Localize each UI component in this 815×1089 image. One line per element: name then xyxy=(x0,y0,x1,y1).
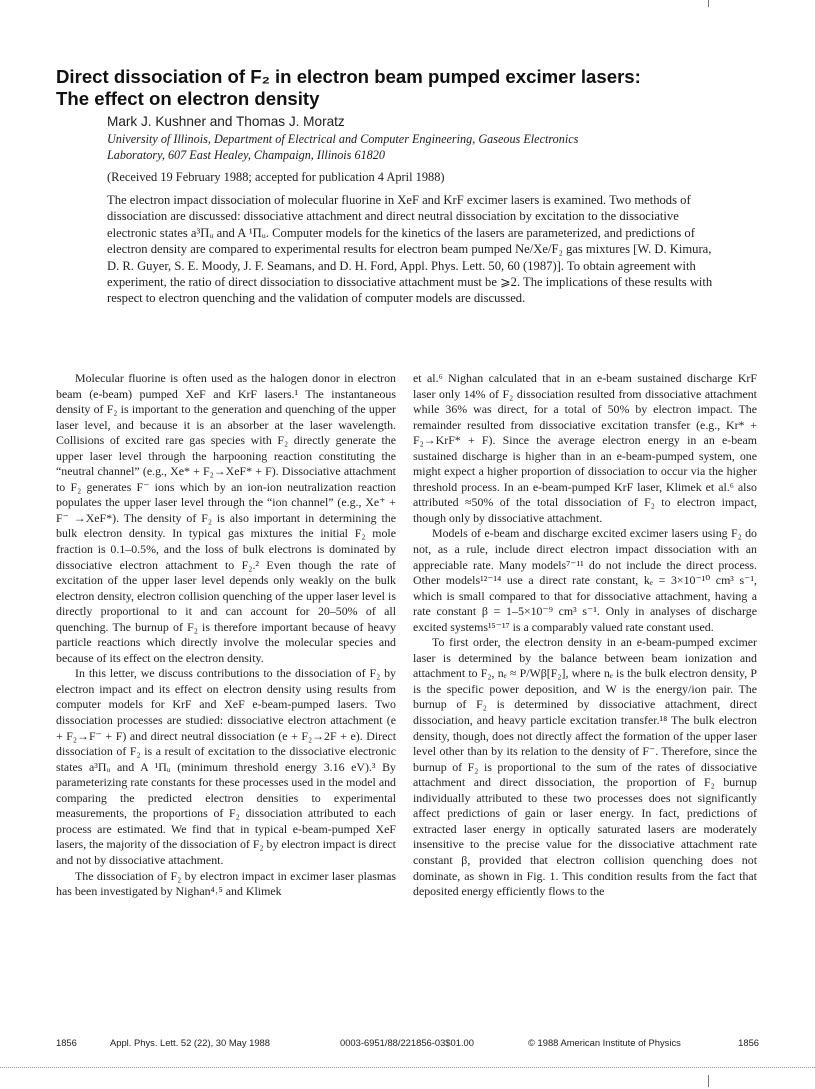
body-column-right xyxy=(413,371,757,900)
scan-edge-mark-top xyxy=(708,0,709,7)
footer-article-code: 0003-6951/88/221856-03$01.00 xyxy=(340,1037,474,1048)
paragraph: Models of e-beam and discharge excited excimer lasers using F₂ do not, as a rule, include direct electron impact dissociation with an appreciable rate. Many models⁷⁻¹¹ do not include the direct process. Other models¹²⁻¹⁴ use a direct rate constant, kₑ = 3×10⁻¹⁰ cm³ s⁻¹, which is small compared to that for dissociative attachment, having a rate constant β = 1–5×10⁻⁹ cm³ s⁻¹. Only in analyses of discharge excited systems¹⁵⁻¹⁷ is a comparably valued rate constant used. xyxy=(413,526,757,634)
paragraph: In this letter, we discuss contributions to the dissociation of F₂ by electron impact and its effect on electron density using results from computer models for KrF and XeF e-beam-pumped lasers. Two dissociation processes are studied: dissociative electron attachment (e + F₂→F⁻ + F) and direct neutral dissociation (e + F₂→2F + e). Direct dissociation of F₂ is a result of excitation to the dissociative electronic states a³Πᵤ and A ¹Πᵤ (minimum threshold energy 3.16 eV).³ By parameterizing rate constants for these processes used in the model and comparing the predicted electron densities to experimental measurements, the proportions of F₂ dissociation attributed to each process are estimated. We find that in typical e-beam-pumped XeF lasers, the majority of the dissociation of F₂ by electron impact is direct and not by dissociative attachment. xyxy=(56,666,396,867)
article-title xyxy=(56,66,756,110)
body-column-left xyxy=(56,371,396,900)
footer-page-number-left: 1856 xyxy=(56,1037,77,1048)
scan-edge-mark-bottom xyxy=(708,1075,709,1087)
abstract: The electron impact dissociation of molecular fluorine in XeF and KrF excimer lasers is examined. Two methods of dissociation are discussed: dissociative attachment and direct neutral dissociation by excitation to the dissociative electronic states a³Πᵤ and A ¹Πᵤ. Computer models for the kinetics of the lasers are parameterized, and predictions of electron density are compared to experimental results for electron beam pumped Ne/Xe/F₂ gas mixtures [W. D. Kimura, D. R. Guyer, S. E. Moody, J. F. Seamans, and D. H. Ford, Appl. Phys. Lett. 50, 60 (1987)]. To obtain agreement with experiment, the ratio of direct dissociation to dissociative attachment must be ⩾2. The implications of these results with respect to electron quenching and the validation of computer models are discussed. xyxy=(107,193,713,306)
affiliation xyxy=(107,132,757,163)
authors: Mark J. Kushner and Thomas J. Moratz xyxy=(107,114,345,129)
page-footer xyxy=(56,1037,759,1051)
paragraph: To first order, the electron density in an e-beam-pumped excimer laser is determined by the balance between beam ionization and attachment to F₂, nₑ ≈ P/Wβ[F₂], where nₑ is the bulk electron density, P is the specific power deposition, and W is the energy/ion pair. The burnup of F₂ is determined by dissociative attachment, direct dissociation, and heavy particle excitation transfer.¹⁸ The bulk electron density, though, does not directly affect the formation of the upper laser level other than by its relation to the density of F⁻. Therefore, since the burnup of F₂ is proportional to the sum of the rates of dissociative attachment and direct dissociation, the proportion of F₂ burnup individually attributed to these two processes does not significantly affect predictions of gain or laser energy. In fact, predictions of extracted laser energy in optically saturated lasers are moderately insensitive to the precise value for the dissociative attachment rate constant β, provided that electron collision quenching does not dominate, as shown in Fig. 1. This condition results from the fact that deposited energy efficiently flows to the xyxy=(413,635,757,899)
paragraph: et al.⁶ Nighan calculated that in an e-beam sustained discharge KrF laser only 14% of F₂ dissociation resulted from dissociative attachment while 36% was direct, for a total of 50% by electron impact. The remainder resulted from dissociative excitation transfer (e.g., Kr* + F₂→KrF* + F). Since the average electron energy in an e-beam sustained discharge is higher than in an e-beam-pumped system, one might expect a higher proportion of dissociation to occur via the higher threshold process. In an e-beam-pumped KrF laser, Klimek et al.⁶ also attributed ≈50% of the total dissociation of F₂ to electron impact, though only by dissociative attachment. xyxy=(413,371,757,525)
footer-copyright: © 1988 American Institute of Physics xyxy=(528,1037,681,1048)
footer-page-number-right: 1856 xyxy=(738,1037,759,1048)
received-dates: (Received 19 February 1988; accepted for publication 4 April 1988) xyxy=(107,170,445,184)
article-title-line-2: The effect on electron density xyxy=(56,88,320,109)
page-trim-line xyxy=(0,1067,815,1068)
paragraph: Molecular fluorine is often used as the halogen donor in electron beam (e-beam) pumped XeF and KrF lasers.¹ The instantaneous density of F₂ is important to the generation and quenching of the upper laser level, and because it is an absorber at the laser wavelength. Collisions of excited rare gas species with F₂ directly generate the upper laser level through the harpooning reaction constituting the “neutral channel” (e.g., Xe* + F₂→XeF* + F). Dissociative attachment to F₂ generates F⁻ ions which by an ion-ion neutralization reaction populates the upper laser level through the “ion channel” (e.g., Xe⁺ + F⁻ →XeF*). The density of F₂ is also important in determining the bulk electron density. In typical gas mixtures the initial F₂ mole fraction is 0.1–0.5%, and the loss of bulk electrons is dominated by dissociative electron attachment to F₂.² Even though the rate of excitation of the upper laser level depends only weakly on the bulk electron density, electron collision quenching of the upper laser level is directly proportional to it and can account for 20–50% of all quenching. The burnup of F₂ is therefore important because of heavy particle reactions which directly involve the molecular species and because of its effect on the electron density. xyxy=(56,371,396,665)
affiliation-line-1: University of Illinois, Department of Electrical and Computer Engineering, Gaseous Electronics xyxy=(107,132,579,146)
footer-journal-citation: Appl. Phys. Lett. 52 (22), 30 May 1988 xyxy=(110,1037,270,1048)
affiliation-line-2: Laboratory, 607 East Healey, Champaign, Illinois 61820 xyxy=(107,147,385,162)
paragraph: The dissociation of F₂ by electron impact in excimer laser plasmas has been investigated by Nighan⁴˒⁵ and Klimek xyxy=(56,868,396,899)
article-title-line-1: Direct dissociation of F₂ in electron beam pumped excimer lasers: xyxy=(56,66,641,87)
